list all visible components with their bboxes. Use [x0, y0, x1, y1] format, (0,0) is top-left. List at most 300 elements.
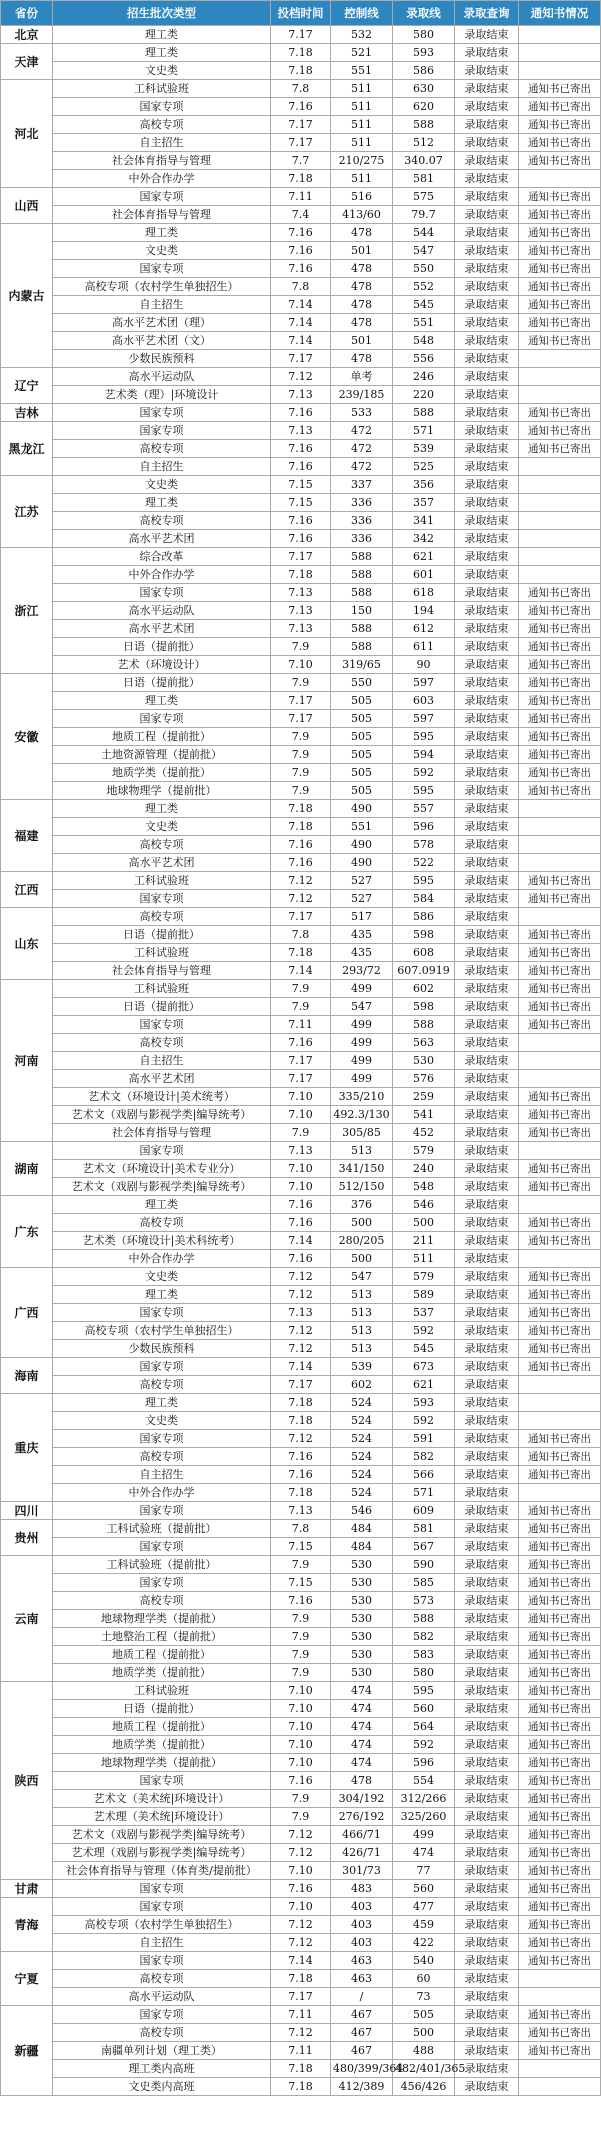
batch-type-cell: 文史类: [53, 818, 271, 836]
notice-status-cell: 通知书已寄出: [519, 1358, 601, 1376]
table-row: [1, 1250, 601, 1268]
batch-type-cell: 艺术理（美术统|环境设计）: [53, 1808, 271, 1826]
submit-time-cell: 7.12: [271, 1934, 331, 1952]
admission-line-cell: 77: [393, 1862, 455, 1880]
notice-status-cell: 通知书已寄出: [519, 980, 601, 998]
control-line-cell: 517: [331, 908, 393, 926]
submit-time-cell: 7.9: [271, 728, 331, 746]
control-line-cell: 588: [331, 548, 393, 566]
batch-type-cell: 理工类: [53, 26, 271, 44]
batch-type-cell: 高水平艺术团: [53, 854, 271, 872]
admission-line-cell: 560: [393, 1700, 455, 1718]
admission-line-cell: 580: [393, 26, 455, 44]
submit-time-cell: 7.8: [271, 278, 331, 296]
admission-query-cell[interactable]: 录取结束: [455, 782, 519, 800]
batch-type-cell: 工科试验班: [53, 1682, 271, 1700]
admission-query-cell[interactable]: 录取结束: [455, 602, 519, 620]
admission-query-cell[interactable]: 录取结束: [455, 494, 519, 512]
submit-time-cell: 7.16: [271, 854, 331, 872]
admission-line-cell: 541: [393, 1106, 455, 1124]
header-notice-status: 通知书情况: [519, 1, 601, 26]
admission-query-cell[interactable]: 录取结束: [455, 584, 519, 602]
table-row: [1, 1214, 601, 1232]
admission-query-cell[interactable]: 录取结束: [455, 1574, 519, 1592]
submit-time-cell: 7.10: [271, 1718, 331, 1736]
admission-query-cell[interactable]: 录取结束: [455, 296, 519, 314]
submit-time-cell: 7.12: [271, 1322, 331, 1340]
admission-query-cell[interactable]: 录取结束: [455, 1628, 519, 1646]
admission-query-cell[interactable]: 录取结束: [455, 1196, 519, 1214]
admission-query-cell[interactable]: 录取结束: [455, 890, 519, 908]
batch-type-cell: 高水平艺术团（文）: [53, 332, 271, 350]
table-row: [1, 1934, 601, 1952]
submit-time-cell: 7.17: [271, 350, 331, 368]
submit-time-cell: 7.10: [271, 1682, 331, 1700]
batch-type-cell: 地质工程（提前批）: [53, 1646, 271, 1664]
notice-status-cell: 通知书已寄出: [519, 1538, 601, 1556]
control-line-cell: 511: [331, 80, 393, 98]
admission-query-cell[interactable]: 录取结束: [455, 1808, 519, 1826]
notice-status-cell: 通知书已寄出: [519, 278, 601, 296]
admission-line-cell: 342: [393, 530, 455, 548]
table-row: [1, 80, 601, 98]
admission-query-cell[interactable]: 录取结束: [455, 332, 519, 350]
submit-time-cell: 7.16: [271, 1250, 331, 1268]
notice-status-cell: [519, 350, 601, 368]
admission-query-cell[interactable]: 录取结束: [455, 1106, 519, 1124]
admission-query-cell[interactable]: 录取结束: [455, 1790, 519, 1808]
admission-query-cell[interactable]: 录取结束: [455, 836, 519, 854]
table-header-row: [1, 1, 601, 26]
province-cell: 广西: [1, 1268, 53, 1358]
table-row: [1, 1376, 601, 1394]
admission-query-cell[interactable]: 录取结束: [455, 1466, 519, 1484]
submit-time-cell: 7.12: [271, 872, 331, 890]
admission-query-cell[interactable]: 录取结束: [455, 818, 519, 836]
batch-type-cell: 国家专项: [53, 1538, 271, 1556]
admission-query-cell[interactable]: 录取结束: [455, 1880, 519, 1898]
batch-type-cell: 南疆单列计划（理工类）: [53, 2042, 271, 2060]
submit-time-cell: 7.13: [271, 386, 331, 404]
batch-type-cell: 社会体育指导与管理: [53, 152, 271, 170]
admission-line-cell: 593: [393, 1394, 455, 1412]
admission-query-cell[interactable]: 录取结束: [455, 908, 519, 926]
admission-line-cell: 601: [393, 566, 455, 584]
admission-query-cell[interactable]: 录取结束: [455, 1934, 519, 1952]
admission-line-cell: 546: [393, 1196, 455, 1214]
table-row: [1, 764, 601, 782]
control-line-cell: 547: [331, 1268, 393, 1286]
submit-time-cell: 7.18: [271, 170, 331, 188]
admission-query-cell[interactable]: 录取结束: [455, 422, 519, 440]
admission-query-cell[interactable]: 录取结束: [455, 188, 519, 206]
submit-time-cell: 7.17: [271, 710, 331, 728]
admission-query-cell[interactable]: 录取结束: [455, 242, 519, 260]
admission-query-cell[interactable]: 录取结束: [455, 1124, 519, 1142]
admission-query-cell[interactable]: 录取结束: [455, 1844, 519, 1862]
control-line-cell: 588: [331, 566, 393, 584]
batch-type-cell: 高校专项（农村学生单独招生）: [53, 278, 271, 296]
admission-query-cell[interactable]: 录取结束: [455, 62, 519, 80]
admission-query-cell[interactable]: 录取结束: [455, 1916, 519, 1934]
admission-query-cell[interactable]: 录取结束: [455, 638, 519, 656]
admission-query-cell[interactable]: 录取结束: [455, 1952, 519, 1970]
notice-status-cell: 通知书已寄出: [519, 1682, 601, 1700]
batch-type-cell: 国家专项: [53, 260, 271, 278]
admission-line-cell: 545: [393, 296, 455, 314]
control-line-cell: 478: [331, 350, 393, 368]
control-line-cell: 527: [331, 890, 393, 908]
submit-time-cell: 7.13: [271, 584, 331, 602]
notice-status-cell: [519, 1376, 601, 1394]
admission-query-cell[interactable]: 录取结束: [455, 656, 519, 674]
admission-query-cell[interactable]: 录取结束: [455, 1700, 519, 1718]
table-row: [1, 1358, 601, 1376]
admission-query-cell[interactable]: 录取结束: [455, 260, 519, 278]
control-line-cell: 533: [331, 404, 393, 422]
admission-query-cell[interactable]: 录取结束: [455, 1826, 519, 1844]
admission-query-cell[interactable]: 录取结束: [455, 980, 519, 998]
admission-query-cell[interactable]: 录取结束: [455, 1052, 519, 1070]
batch-type-cell: 高水平运动队: [53, 368, 271, 386]
control-line-cell: 305/85: [331, 1124, 393, 1142]
admission-query-cell[interactable]: 录取结束: [455, 1502, 519, 1520]
submit-time-cell: 7.17: [271, 1052, 331, 1070]
admission-query-cell[interactable]: 录取结束: [455, 1898, 519, 1916]
table-row: [1, 1844, 601, 1862]
notice-status-cell: [519, 476, 601, 494]
admission-query-cell[interactable]: 录取结束: [455, 764, 519, 782]
admission-line-cell: 590: [393, 1556, 455, 1574]
admission-query-cell[interactable]: 录取结束: [455, 1214, 519, 1232]
submit-time-cell: 7.12: [271, 2024, 331, 2042]
admission-query-cell[interactable]: 录取结束: [455, 548, 519, 566]
notice-status-cell: 通知书已寄出: [519, 1916, 601, 1934]
batch-type-cell: 国家专项: [53, 890, 271, 908]
admission-line-cell: 563: [393, 1034, 455, 1052]
admission-query-cell[interactable]: 录取结束: [455, 2042, 519, 2060]
admission-query-cell[interactable]: 录取结束: [455, 1556, 519, 1574]
admission-query-cell[interactable]: 录取结束: [455, 476, 519, 494]
admission-query-cell[interactable]: 录取结束: [455, 1520, 519, 1538]
submit-time-cell: 7.9: [271, 998, 331, 1016]
admission-query-cell[interactable]: 录取结束: [455, 1412, 519, 1430]
notice-status-cell: [519, 1988, 601, 2006]
admission-query-cell[interactable]: 录取结束: [455, 1034, 519, 1052]
table-row: [1, 2078, 601, 2096]
admission-query-cell[interactable]: 录取结束: [455, 2078, 519, 2096]
batch-type-cell: 高水平艺术团: [53, 530, 271, 548]
admission-query-cell[interactable]: 录取结束: [455, 314, 519, 332]
admission-query-cell[interactable]: 录取结束: [455, 1448, 519, 1466]
notice-status-cell: 通知书已寄出: [519, 1178, 601, 1196]
notice-status-cell: 通知书已寄出: [519, 188, 601, 206]
table-row: [1, 1124, 601, 1142]
province-cell: 广东: [1, 1196, 53, 1268]
admission-line-cell: 621: [393, 1376, 455, 1394]
admission-line-cell: 596: [393, 1754, 455, 1772]
submit-time-cell: 7.16: [271, 1592, 331, 1610]
control-line-cell: 530: [331, 1610, 393, 1628]
admission-query-cell[interactable]: 录取结束: [455, 368, 519, 386]
admission-query-cell[interactable]: 录取结束: [455, 746, 519, 764]
batch-type-cell: 国家专项: [53, 98, 271, 116]
notice-status-cell: 通知书已寄出: [519, 1160, 601, 1178]
table-row: [1, 1142, 601, 1160]
admission-line-cell: 566: [393, 1466, 455, 1484]
batch-type-cell: 国家专项: [53, 584, 271, 602]
batch-type-cell: 国家专项: [53, 1304, 271, 1322]
notice-status-cell: 通知书已寄出: [519, 872, 601, 890]
admission-query-cell[interactable]: 录取结束: [455, 386, 519, 404]
batch-type-cell: 地质学类（提前批）: [53, 1664, 271, 1682]
submit-time-cell: 7.17: [271, 134, 331, 152]
batch-type-cell: 理工类: [53, 224, 271, 242]
batch-type-cell: 艺术文（美术统|环境设计）: [53, 1790, 271, 1808]
admission-query-cell[interactable]: 录取结束: [455, 1592, 519, 1610]
admission-query-cell[interactable]: 录取结束: [455, 1754, 519, 1772]
admission-line-cell: 603: [393, 692, 455, 710]
notice-status-cell: 通知书已寄出: [519, 1790, 601, 1808]
admission-query-cell[interactable]: 录取结束: [455, 1250, 519, 1268]
control-line-cell: 500: [331, 1250, 393, 1268]
admission-query-cell[interactable]: 录取结束: [455, 800, 519, 818]
submit-time-cell: 7.4: [271, 206, 331, 224]
admission-query-cell[interactable]: 录取结束: [455, 1178, 519, 1196]
admission-query-cell[interactable]: 录取结束: [455, 962, 519, 980]
admission-query-cell[interactable]: 录取结束: [455, 710, 519, 728]
notice-status-cell: [519, 548, 601, 566]
admission-query-cell[interactable]: 录取结束: [455, 1304, 519, 1322]
admission-query-cell[interactable]: 录取结束: [455, 1862, 519, 1880]
admission-line-cell: 597: [393, 710, 455, 728]
table-row: [1, 1574, 601, 1592]
admission-query-cell[interactable]: 录取结束: [455, 26, 519, 44]
admission-query-cell[interactable]: 录取结束: [455, 1142, 519, 1160]
admission-query-cell[interactable]: 录取结束: [455, 350, 519, 368]
control-line-cell: 524: [331, 1484, 393, 1502]
notice-status-cell: 通知书已寄出: [519, 710, 601, 728]
admission-query-cell[interactable]: 录取结束: [455, 116, 519, 134]
batch-type-cell: 理工类: [53, 692, 271, 710]
table-row: [1, 1160, 601, 1178]
admission-line-cell: 580: [393, 1664, 455, 1682]
batch-type-cell: 日语（提前批）: [53, 674, 271, 692]
batch-type-cell: 理工类: [53, 1196, 271, 1214]
table-row: [1, 1808, 601, 1826]
admission-query-cell[interactable]: 录取结束: [455, 2024, 519, 2042]
notice-status-cell: 通知书已寄出: [519, 206, 601, 224]
submit-time-cell: 7.16: [271, 1880, 331, 1898]
admission-line-cell: 621: [393, 548, 455, 566]
notice-status-cell: 通知书已寄出: [519, 1862, 601, 1880]
submit-time-cell: 7.9: [271, 674, 331, 692]
control-line-cell: 501: [331, 332, 393, 350]
notice-status-cell: 通知书已寄出: [519, 1736, 601, 1754]
table-row: [1, 674, 601, 692]
admission-query-cell[interactable]: 录取结束: [455, 854, 519, 872]
submit-time-cell: 7.18: [271, 1970, 331, 1988]
batch-type-cell: 国家专项: [53, 1016, 271, 1034]
admission-query-cell[interactable]: 录取结束: [455, 1394, 519, 1412]
admission-line-cell: 340.07: [393, 152, 455, 170]
admission-query-cell[interactable]: 录取结束: [455, 170, 519, 188]
notice-status-cell: 通知书已寄出: [519, 134, 601, 152]
submit-time-cell: 7.9: [271, 1610, 331, 1628]
admission-query-cell[interactable]: 录取结束: [455, 1772, 519, 1790]
admission-line-cell: 560: [393, 1880, 455, 1898]
batch-type-cell: 高校专项: [53, 512, 271, 530]
control-line-cell: 319/65: [331, 656, 393, 674]
admission-query-cell[interactable]: 录取结束: [455, 692, 519, 710]
admission-query-cell[interactable]: 录取结束: [455, 998, 519, 1016]
admission-query-cell[interactable]: 录取结束: [455, 1988, 519, 2006]
table-row: [1, 872, 601, 890]
notice-status-cell: 通知书已寄出: [519, 2024, 601, 2042]
admission-query-cell[interactable]: 录取结束: [455, 1484, 519, 1502]
control-line-cell: 413/60: [331, 206, 393, 224]
notice-status-cell: 通知书已寄出: [519, 440, 601, 458]
table-row: [1, 242, 601, 260]
admission-query-cell[interactable]: 录取结束: [455, 530, 519, 548]
admission-query-cell[interactable]: 录取结束: [455, 926, 519, 944]
admission-query-cell[interactable]: 录取结束: [455, 674, 519, 692]
admission-query-cell[interactable]: 录取结束: [455, 458, 519, 476]
admission-query-cell[interactable]: 录取结束: [455, 206, 519, 224]
admission-query-cell[interactable]: 录取结束: [455, 1088, 519, 1106]
submit-time-cell: 7.17: [271, 692, 331, 710]
admission-query-cell[interactable]: 录取结束: [455, 512, 519, 530]
admission-line-cell: 578: [393, 836, 455, 854]
control-line-cell: 499: [331, 980, 393, 998]
admission-query-cell[interactable]: 录取结束: [455, 2060, 519, 2078]
province-cell: 河南: [1, 980, 53, 1142]
admission-query-cell[interactable]: 录取结束: [455, 134, 519, 152]
admission-query-cell[interactable]: 录取结束: [455, 98, 519, 116]
table-row: [1, 944, 601, 962]
admission-query-cell[interactable]: 录取结束: [455, 404, 519, 422]
province-cell: 山西: [1, 188, 53, 224]
control-line-cell: 280/205: [331, 1232, 393, 1250]
batch-type-cell: 日语（提前批）: [53, 998, 271, 1016]
admission-query-cell[interactable]: 录取结束: [455, 80, 519, 98]
admission-query-cell[interactable]: 录取结束: [455, 1268, 519, 1286]
table-row: [1, 1556, 601, 1574]
province-cell: 天津: [1, 44, 53, 80]
table-row: [1, 1754, 601, 1772]
submit-time-cell: 7.8: [271, 80, 331, 98]
admission-query-cell[interactable]: 录取结束: [455, 224, 519, 242]
admission-line-cell: 537: [393, 1304, 455, 1322]
admission-line-cell: 500: [393, 2024, 455, 2042]
admission-query-cell[interactable]: 录取结束: [455, 1736, 519, 1754]
admission-query-cell[interactable]: 录取结束: [455, 1682, 519, 1700]
admission-query-cell[interactable]: 录取结束: [455, 278, 519, 296]
admission-query-cell[interactable]: 录取结束: [455, 1970, 519, 1988]
control-line-cell: 341/150: [331, 1160, 393, 1178]
admission-query-cell[interactable]: 录取结束: [455, 1376, 519, 1394]
admission-query-cell[interactable]: 录取结束: [455, 1664, 519, 1682]
admission-query-cell[interactable]: 录取结束: [455, 1340, 519, 1358]
notice-status-cell: 通知书已寄出: [519, 1592, 601, 1610]
batch-type-cell: 高校专项（农村学生单独招生）: [53, 1916, 271, 1934]
admission-query-cell[interactable]: 录取结束: [455, 1646, 519, 1664]
submit-time-cell: 7.18: [271, 566, 331, 584]
admission-query-cell[interactable]: 录取结束: [455, 728, 519, 746]
table-row: [1, 1106, 601, 1124]
submit-time-cell: 7.11: [271, 1016, 331, 1034]
submit-time-cell: 7.13: [271, 620, 331, 638]
submit-time-cell: 7.15: [271, 494, 331, 512]
batch-type-cell: 理工类内高班: [53, 2060, 271, 2078]
admission-query-cell[interactable]: 录取结束: [455, 620, 519, 638]
batch-type-cell: 高校专项（农村学生单独招生）: [53, 1322, 271, 1340]
admission-line-cell: 673: [393, 1358, 455, 1376]
notice-status-cell: 通知书已寄出: [519, 1826, 601, 1844]
batch-type-cell: 高校专项: [53, 1034, 271, 1052]
admission-line-cell: 573: [393, 1592, 455, 1610]
admission-query-cell[interactable]: 录取结束: [455, 44, 519, 62]
submit-time-cell: 7.18: [271, 818, 331, 836]
admission-query-cell[interactable]: 录取结束: [455, 1358, 519, 1376]
notice-status-cell: 通知书已寄出: [519, 1214, 601, 1232]
notice-status-cell: 通知书已寄出: [519, 98, 601, 116]
submit-time-cell: 7.9: [271, 1628, 331, 1646]
admission-query-cell[interactable]: 录取结束: [455, 440, 519, 458]
province-cell: 黑龙江: [1, 422, 53, 476]
submit-time-cell: 7.18: [271, 1484, 331, 1502]
admission-line-cell: 592: [393, 764, 455, 782]
admission-query-cell[interactable]: 录取结束: [455, 1160, 519, 1178]
admission-query-cell[interactable]: 录取结束: [455, 1430, 519, 1448]
admission-query-cell[interactable]: 录取结束: [455, 1322, 519, 1340]
table-row: [1, 854, 601, 872]
admission-query-cell[interactable]: 录取结束: [455, 1016, 519, 1034]
admission-query-cell[interactable]: 录取结束: [455, 1718, 519, 1736]
control-line-cell: 513: [331, 1142, 393, 1160]
table-row: [1, 1340, 601, 1358]
table-row: [1, 350, 601, 368]
submit-time-cell: 7.12: [271, 890, 331, 908]
admission-query-cell[interactable]: 录取结束: [455, 1286, 519, 1304]
control-line-cell: 484: [331, 1538, 393, 1556]
admission-query-cell[interactable]: 录取结束: [455, 1538, 519, 1556]
admission-query-cell[interactable]: 录取结束: [455, 1610, 519, 1628]
province-cell: 内蒙古: [1, 224, 53, 368]
admission-line-cell: 548: [393, 1178, 455, 1196]
notice-status-cell: 通知书已寄出: [519, 2042, 601, 2060]
table-row: [1, 278, 601, 296]
admission-query-cell[interactable]: 录取结束: [455, 1232, 519, 1250]
admission-line-cell: 211: [393, 1232, 455, 1250]
batch-type-cell: 文史类: [53, 476, 271, 494]
admission-query-cell[interactable]: 录取结束: [455, 872, 519, 890]
admission-query-cell[interactable]: 录取结束: [455, 1070, 519, 1088]
notice-status-cell: 通知书已寄出: [519, 1106, 601, 1124]
control-line-cell: 500: [331, 1214, 393, 1232]
table-row: [1, 836, 601, 854]
notice-status-cell: 通知书已寄出: [519, 926, 601, 944]
submit-time-cell: 7.12: [271, 1430, 331, 1448]
notice-status-cell: 通知书已寄出: [519, 260, 601, 278]
admission-query-cell[interactable]: 录取结束: [455, 152, 519, 170]
admission-line-cell: 459: [393, 1916, 455, 1934]
admission-query-cell[interactable]: 录取结束: [455, 944, 519, 962]
admission-line-cell: 356: [393, 476, 455, 494]
admission-query-cell[interactable]: 录取结束: [455, 566, 519, 584]
batch-type-cell: 地质学类（提前批）: [53, 1736, 271, 1754]
admission-query-cell[interactable]: 录取结束: [455, 2006, 519, 2024]
